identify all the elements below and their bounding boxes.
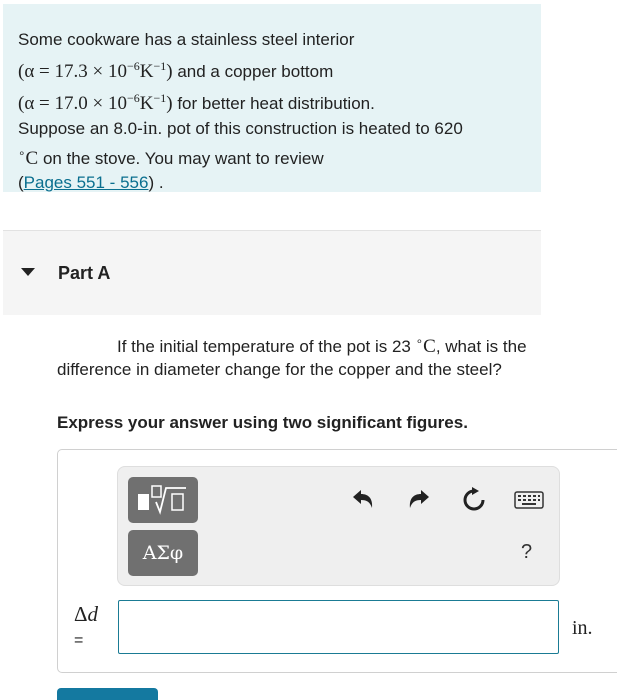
- math-toolbar: [117, 466, 560, 586]
- intro-line-4: Suppose an 8.0-in. pot of this construction is heated to 620: [18, 118, 463, 139]
- greek-symbols-button[interactable]: ΑΣφ: [128, 530, 198, 576]
- intro-line-6: (Pages 551 - 556) .: [18, 173, 164, 192]
- caret-down-icon[interactable]: [21, 268, 35, 276]
- intro-line-1: Some cookware has a stainless steel interior: [18, 30, 355, 49]
- variable-label: Δd: [74, 602, 99, 626]
- templates-icon: [134, 482, 192, 518]
- reset-icon[interactable]: [460, 486, 488, 514]
- help-button[interactable]: ?: [521, 541, 533, 563]
- intro-line-2: $(\alpha = 17.3 \times 10^{-6}K^{-1})$ and a copper bottom: [18, 59, 334, 82]
- intro-line-3: $(\alpha = 17.0 \times 10^{-6}K^{-1})$ for better heat distribution.: [18, 91, 375, 114]
- question-text: If the initial temperature of the pot is 23 ∘C, what is the difference in diameter change for the copper and the steel?: [57, 334, 527, 379]
- undo-icon[interactable]: [350, 487, 376, 513]
- part-a-header[interactable]: [3, 231, 541, 315]
- equals-sign: =: [74, 632, 84, 649]
- answer-input[interactable]: [118, 600, 559, 654]
- redo-icon[interactable]: [406, 487, 432, 513]
- problem-intro: [3, 4, 541, 192]
- pages-link[interactable]: Pages 551 - 556: [23, 173, 149, 192]
- part-title: Part A: [58, 262, 111, 283]
- submit-button[interactable]: [57, 688, 158, 700]
- templates-button[interactable]: [128, 477, 198, 523]
- answer-unit: in.: [572, 617, 593, 639]
- keyboard-icon[interactable]: [514, 489, 544, 511]
- intro-line-5: ∘C on the stove. You may want to review: [18, 146, 324, 169]
- answer-instruction: Express your answer using two significant figures.: [57, 413, 468, 432]
